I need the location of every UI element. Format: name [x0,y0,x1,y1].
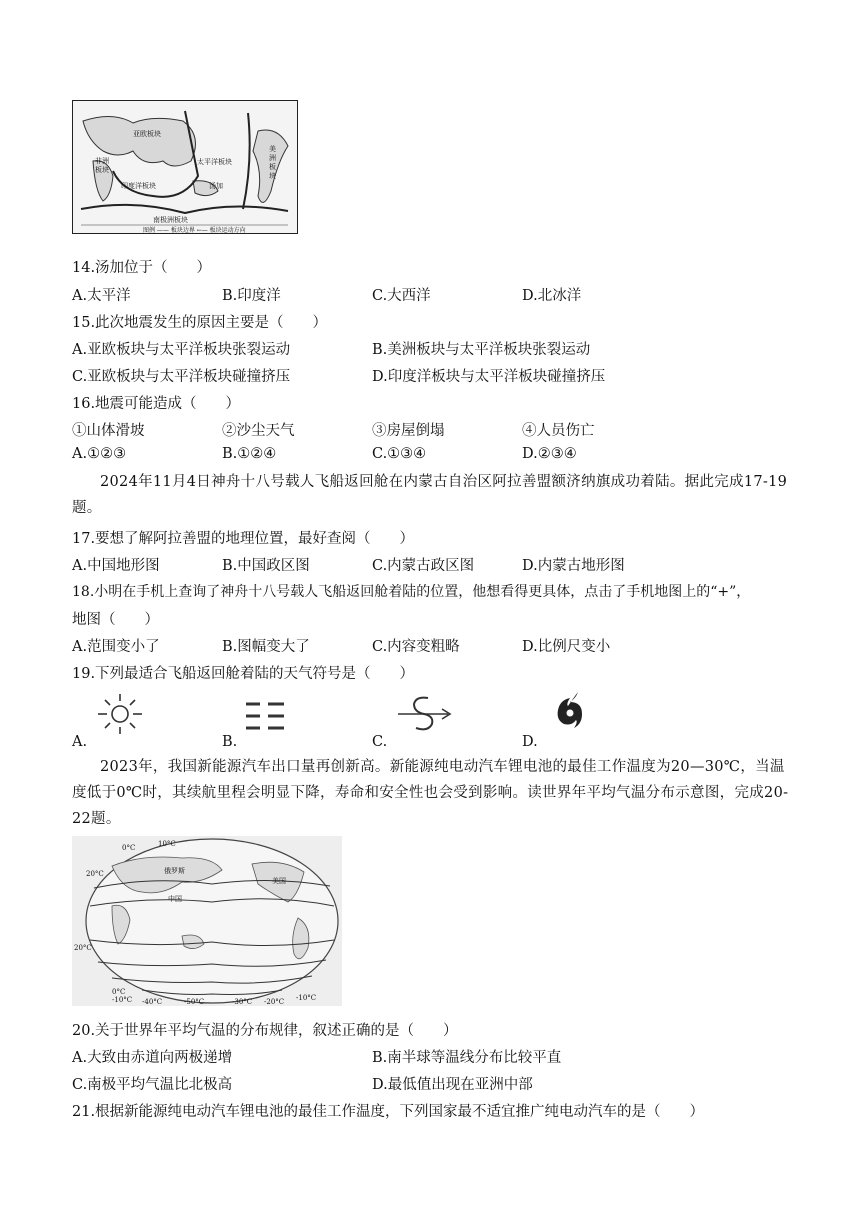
q16-item-4: ④人员伤亡 [522,423,595,439]
typhoon-icon [548,688,592,736]
label-eurasian-plate: 亚欧板块 [133,130,161,138]
q14-option-d[interactable]: D.北冰洋 [522,288,582,304]
q20-option-c[interactable]: C.南极平均气温比北极高 [72,1077,233,1093]
question-14-stem: 14.汤加位于（ ） [72,260,212,276]
label-usa: 美国 [272,877,286,885]
temp-label-0c-south: 0°C [112,988,126,996]
temp-label-20c-south: 20°C [74,944,92,952]
question-18-stem-line1: 18.小明在手机上查询了神舟十八号载人飞船返回舱着陆的位置，他想看得更具体，点击了手机地图上的“+”， [72,584,751,600]
q15-option-d[interactable]: D.印度洋板块与太平洋板块碰撞挤压 [372,369,606,385]
q16-item-3: ③房屋倒塌 [372,423,445,439]
q19-option-d[interactable]: D. [522,734,538,750]
q16-option-d[interactable]: D.②③④ [522,446,577,462]
temp-map-drawing [72,836,342,1006]
temp-label-minus30c: -30°C [232,998,253,1006]
question-18-stem-line2: 地图（ ） [72,612,159,628]
map-legend: 图例 —— 板块边界 ←— 板块运动方向 [143,227,246,234]
q15-option-a[interactable]: A.亚欧板块与太平洋板块张裂运动 [72,342,291,358]
q16-option-c[interactable]: C.①③④ [372,446,427,462]
question-16-stem: 16.地震可能造成（ ） [72,396,241,412]
plate-tectonics-map [72,100,298,234]
question-19-stem: 19.下列最适合飞船返回舱着陆的天气符号是（ ） [72,666,415,682]
q18-option-c[interactable]: C.内容变粗略 [372,639,460,655]
label-african-plate: 非洲板块 [95,157,109,174]
q17-option-c[interactable]: C.内蒙古政区图 [372,558,475,574]
q16-item-2: ②沙尘天气 [222,423,295,439]
label-antarctic-plate: 南极洲板块 [153,216,188,224]
label-russia: 俄罗斯 [164,867,185,875]
sun-icon [92,692,148,736]
q20-option-a[interactable]: A.大致由赤道向两极递增 [72,1050,233,1066]
temp-label-10c-top: 10°C [158,840,176,848]
temp-label-0c-top: 0°C [122,844,136,852]
label-tonga: 汤加 [209,182,223,190]
q15-option-b[interactable]: B.美洲板块与太平洋板块张裂运动 [372,342,591,358]
temp-label-minus50c: -50°C [184,998,205,1006]
label-pacific-plate: 太平洋板块 [197,158,232,166]
q14-option-a[interactable]: A.太平洋 [72,288,131,304]
label-indian-plate: 印度洋板块 [121,182,156,190]
q18-option-b[interactable]: B.图幅变大了 [222,639,310,655]
q15-option-c[interactable]: C.亚欧板块与太平洋板块碰撞挤压 [72,369,291,385]
fog-icon [240,696,290,736]
q14-option-b[interactable]: B.印度洋 [222,288,281,304]
q14-option-c[interactable]: C.大西洋 [372,288,431,304]
question-17-stem: 17.要想了解阿拉善盟的地理位置，最好查阅（ ） [72,531,415,547]
q19-option-b[interactable]: B. [222,734,238,750]
question-21-stem: 21.根据新能源纯电动汽车锂电池的最佳工作温度，下列国家最不适宜推广纯电动汽车的是（ ） [72,1104,705,1120]
q17-option-b[interactable]: B.中国政区图 [222,558,310,574]
passage-17-19: 2024年11月4日神舟十八号载人飞船返回舱在内蒙古自治区阿拉善盟额济纳旗成功着陆。据此完成17-19题。 [72,474,788,516]
temp-label-minus10c-right: -10°C [296,994,317,1002]
temp-label-minus10c: -10°C [112,996,133,1004]
label-china: 中国 [168,895,182,903]
label-american-plate: 美洲板块 [269,145,276,180]
q18-option-d[interactable]: D.比例尺变小 [522,639,611,655]
temp-label-minus40c: -40°C [142,998,163,1006]
q20-option-b[interactable]: B.南半球等温线分布比较平直 [372,1050,562,1066]
question-20-stem: 20.关于世界年平均气温的分布规律，叙述正确的是（ ） [72,1023,458,1039]
q19-option-a[interactable]: A. [72,734,88,750]
q17-option-a[interactable]: A.中国地形图 [72,558,160,574]
q16-option-a[interactable]: A.①②③ [72,446,127,462]
temp-label-minus20c: -20°C [264,998,285,1006]
passage-20-22: 2023年，我国新能源汽车出口量再创新高。新能源纯电动汽车锂电池的最佳工作温度为20—30℃，当温度低于0℃时，其续航里程会明显下降，寿命和安全性也会受到影响。读世界年平均气温分布示意图，完成20-22题。 [72,759,789,827]
question-15-stem: 15.此次地震发生的原因主要是（ ） [72,315,328,331]
q19-option-c[interactable]: C. [372,734,388,750]
temp-label-20c-left: 20°C [86,870,104,878]
q16-item-1: ①山体滑坡 [72,423,145,439]
q16-option-b[interactable]: B.①②④ [222,446,277,462]
q17-option-d[interactable]: D.内蒙古地形图 [522,558,625,574]
q20-option-d[interactable]: D.最低值出现在亚洲中部 [372,1077,533,1093]
sandstorm-icon [392,692,456,736]
world-temperature-map [72,836,342,1006]
q18-option-a[interactable]: A.范围变小了 [72,639,160,655]
